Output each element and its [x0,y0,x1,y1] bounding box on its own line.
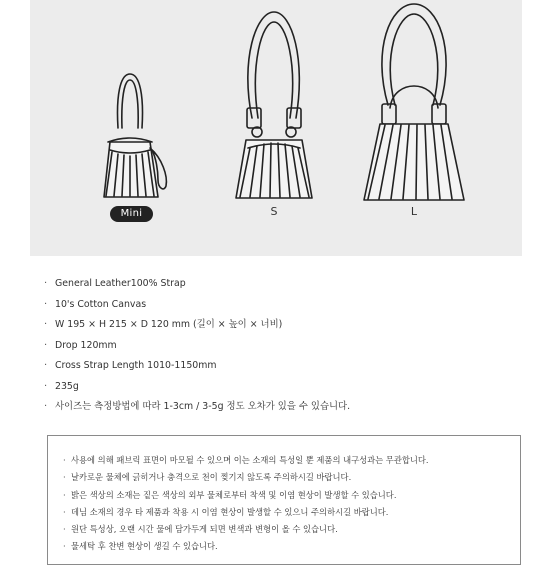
care-notice-list [63,454,429,558]
spec-item-dimensions: · W 195 × H 215 × D 120 mm (길이 × 높이 × 너비) [44,318,350,339]
notice-item: · 데님 소재의 경우 타 제품과 착용 시 이염 현상이 발생할 수 있으니 주의하시길 바랍니다. [63,506,429,523]
care-notice-box [47,435,521,565]
s-bag-illustration [236,12,312,198]
spec-item-strap: · General Leather100% Strap [44,277,350,298]
spec-item-weight: · 235g [44,380,350,401]
spec-item-tolerance: · 사이즈는 측정방법에 따라 1-3cm / 3-5g 정도 오차가 있을 수 있습니다. [44,400,350,421]
size-label-l: L [410,205,418,218]
size-label-mini: Mini [110,206,153,222]
spec-item-drop: · Drop 120mm [44,339,350,360]
mini-bag-illustration [104,74,166,197]
notice-item: · 밝은 색상의 소재는 짙은 색상의 외부 물체로부터 착색 및 이염 현상이 발생할 수 있습니다. [63,489,429,506]
size-label-s: S [270,205,278,218]
l-bag-illustration [364,4,464,200]
notice-item: · 물세탁 후 찬변 현상이 생길 수 있습니다. [63,540,429,557]
notice-item: · 사용에 의해 패브릭 표면이 마모될 수 있으며 이는 소재의 특성일 뿐 제품의 내구성과는 무관합니다. [63,454,429,471]
notice-item: · 날카로운 물체에 긁히거나 충격으로 천이 찢기지 않도록 주의하시길 바랍니다. [63,471,429,488]
spec-list [44,277,350,421]
spec-item-material: · 10's Cotton Canvas [44,298,350,319]
notice-item: · 원단 특성상, 오랜 시간 물에 담가두게 되면 변색과 변형이 올 수 있습니다. [63,523,429,540]
spec-item-strap-length: · Cross Strap Length 1010-1150mm [44,359,350,380]
